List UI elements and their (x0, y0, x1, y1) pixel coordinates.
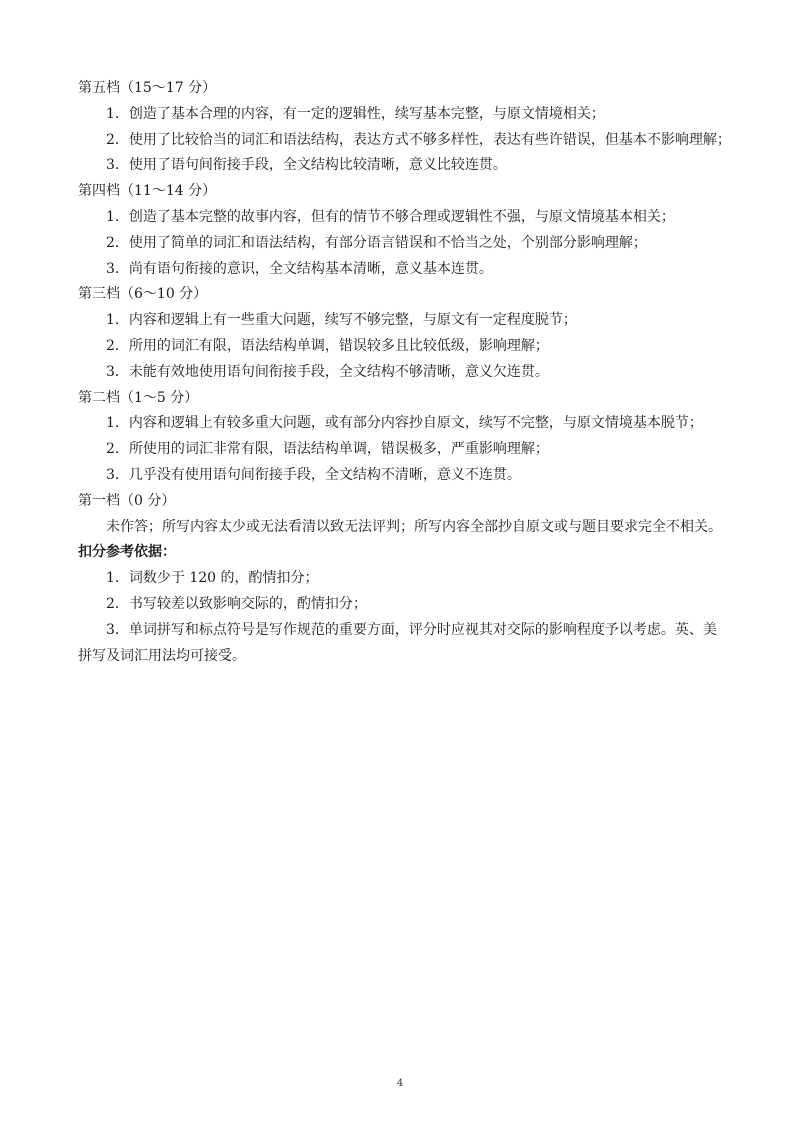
level-item: 未作答；所写内容太少或无法看清以致无法评判；所写内容全部抄自原文或与题目要求完全不相关。 (106, 518, 722, 535)
level-item: 3．尚有语句衔接的意识，全文结构基本清晰，意义基本连贯。 (106, 260, 493, 277)
level-item: 3．几乎没有使用语句间衔接手段，全文结构不清晰，意义不连贯。 (106, 466, 521, 483)
level-heading: 第四档（11～14 分） (78, 183, 217, 200)
level-item: 2．所使用的词汇非常有限，语法结构单调，错误极多，严重影响理解； (106, 441, 549, 458)
level-heading: 第二档（1～5 分） (78, 389, 199, 406)
level-item: 3．未能有效地使用语句间衔接手段，全文结构不够清晰，意义欠连贯。 (106, 363, 549, 380)
level-item: 1．创造了基本完整的故事内容，但有的情节不够合理或逻辑性不强，与原文情境基本相关； (106, 208, 675, 225)
deduction-item-continuation: 拼写及词汇用法均可接受。 (78, 647, 246, 664)
level-item: 2．所用的词汇有限，语法结构单调，错误较多且比较低级，影响理解； (106, 337, 549, 354)
deduction-item: 1．词数少于 120 的，酌情扣分； (106, 570, 319, 587)
deduction-item: 3．单词拼写和标点符号是写作规范的重要方面，评分时应视其对交际的影响程度予以考虑。英、美 (106, 621, 717, 638)
level-item: 1．内容和逻辑上有较多重大问题，或有部分内容抄自原文，续写不完整，与原文情境基本脱节； (106, 415, 703, 432)
page-number: 4 (396, 1078, 404, 1089)
deduction-item: 2．书写较差以致影响交际的，酌情扣分； (106, 595, 367, 612)
level-item: 2．使用了比较恰当的词汇和语法结构，表达方式不够多样性，表达有些许错误，但基本不影响理解； (106, 131, 731, 148)
level-heading: 第五档（15～17 分） (78, 80, 217, 96)
scoring-criteria (78, 76, 738, 669)
level-item: 2．使用了简单的词汇和语法结构，有部分语言错误和不恰当之处，个别部分影响理解； (106, 234, 647, 251)
level-heading: 第三档（6～10 分） (78, 286, 208, 303)
deduction-heading: 扣分参考依据： (78, 544, 176, 561)
level-item: 1．内容和逻辑上有一些重大问题，续写不够完整，与原文有一定程度脱节； (106, 312, 577, 329)
level-item: 3．使用了语句间衔接手段，全文结构比较清晰，意义比较连贯。 (106, 157, 507, 174)
level-item: 1．创造了基本合理的内容，有一定的逻辑性，续写基本完整，与原文情境相关； (106, 105, 605, 122)
level-heading: 第一档（0 分） (78, 492, 176, 509)
